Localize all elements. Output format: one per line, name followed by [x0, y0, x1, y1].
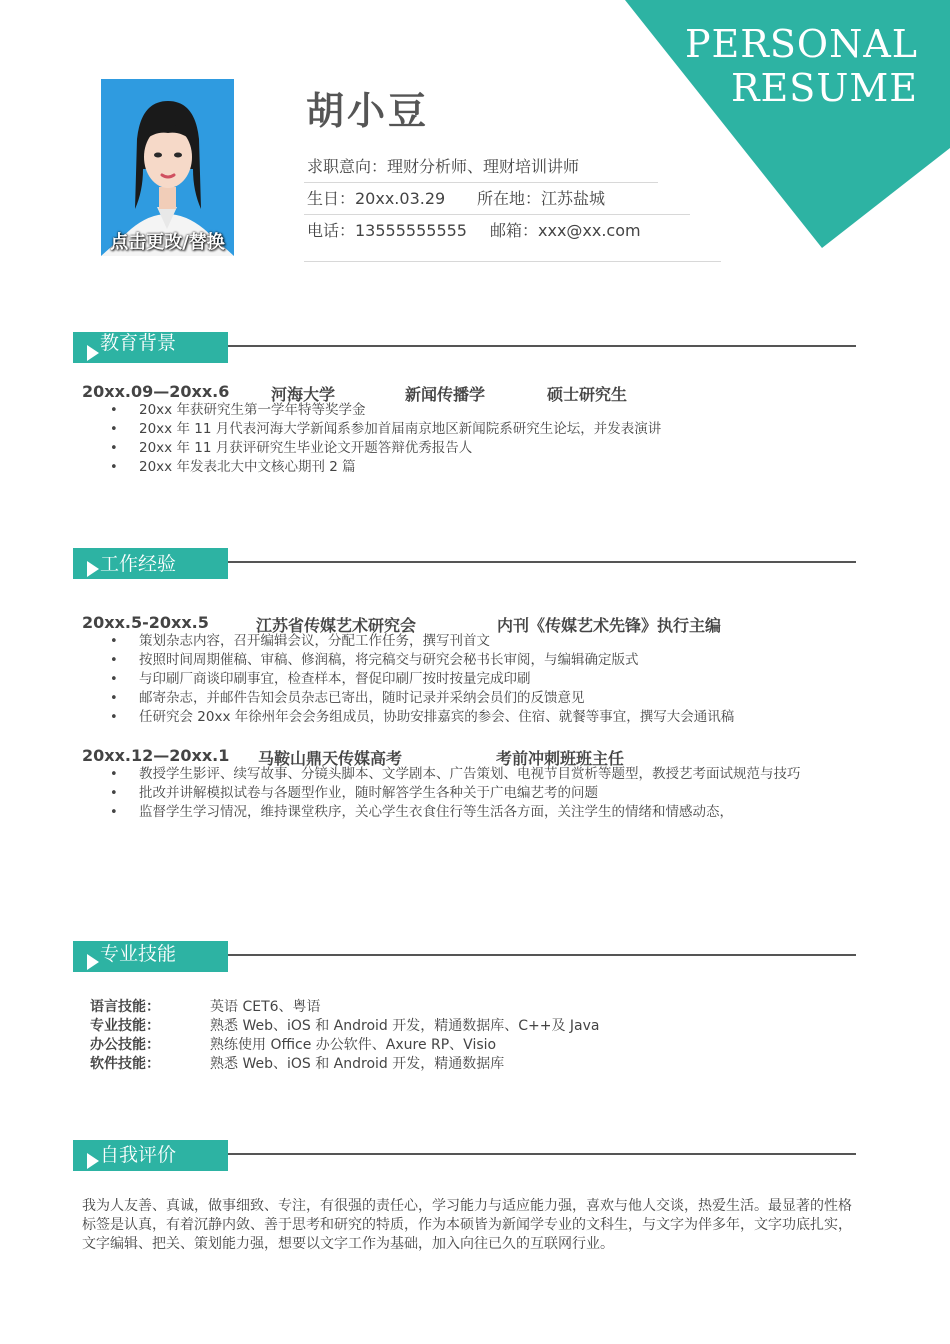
edu-major: 新闻传播学	[405, 385, 486, 404]
list-item	[0, 708, 734, 727]
location: 所在地：江苏盐城	[477, 189, 606, 208]
list-item	[0, 401, 661, 420]
work-org: 马鞍山鼎天传媒高考	[258, 749, 403, 768]
skill-value: 英语 CET6、粤语	[210, 999, 321, 1015]
list-item	[0, 420, 661, 439]
bullet-text: 批改并讲解模拟试卷与各题型作业，随时解答学生各种关于广电编艺考的问题	[139, 785, 598, 801]
bullet-text: 按照时间周期催稿、审稿、修润稿，将完稿交与研究会秘书长审阅，与编辑确定版式	[139, 652, 639, 668]
bullet-text: 20xx 年 11 月获评研究生毕业论文开题答辩优秀报告人	[139, 440, 473, 456]
skill-value: 熟悉 Web、iOS 和 Android 开发，精通数据库、C++及 Java	[210, 1018, 600, 1034]
bullet-dot: •	[110, 634, 118, 649]
work-org: 江苏省传媒艺术研究会	[256, 616, 417, 635]
bullet-dot: •	[110, 441, 118, 456]
banner-line-1: PERSONAL	[684, 22, 918, 66]
list-item	[0, 765, 801, 784]
skill-label: 专业技能：	[90, 1018, 160, 1034]
section-tab	[73, 548, 228, 579]
list-item	[0, 458, 661, 477]
profile-photo[interactable]	[101, 79, 234, 256]
section-tab	[73, 332, 228, 363]
bullet-text: 监督学生学习情况，维持课堂秩序，关心学生衣食住行等生活各方面，关注学生的情绪和情感动态，	[139, 804, 733, 820]
bullet-dot: •	[110, 767, 118, 782]
section-title: 工作经验	[100, 553, 177, 575]
bullet-dot: •	[110, 691, 118, 706]
section-tab	[73, 1140, 228, 1171]
bullet-text: 20xx 年发表北大中文核心期刊 2 篇	[139, 459, 356, 475]
work-bullet-list	[0, 632, 734, 727]
section-rule	[228, 954, 856, 956]
work-bullet-list	[0, 765, 801, 822]
section-title: 教育背景	[100, 332, 177, 354]
banner-title	[685, 22, 918, 110]
list-item	[0, 803, 801, 822]
skill-label: 办公技能：	[90, 1037, 160, 1053]
bullet-dot: •	[110, 805, 118, 820]
play-triangle-icon	[87, 345, 99, 361]
play-triangle-icon	[87, 954, 99, 970]
bullet-text: 20xx 年 11 月代表河海大学新闻系参加首届南京地区新闻院系研究生论坛，并发表演讲	[139, 421, 662, 437]
bullet-dot: •	[110, 422, 118, 437]
bullet-text: 教授学生影评、续写故事、分镜头脚本、文学剧本、广告策划、电视节目赏析等题型，教授艺考面试规范与技巧	[139, 766, 801, 782]
bullet-text: 与印刷厂商谈印刷事宜，检查样本，督促印刷厂按时按量完成印刷	[139, 671, 531, 687]
section-rule	[228, 345, 856, 347]
bullet-dot: •	[110, 653, 118, 668]
job-objective: 求职意向：理财分析师、理财培训讲师	[307, 157, 580, 176]
section-rule	[228, 561, 856, 563]
divider	[304, 182, 658, 183]
phone: 电话：13555555555	[307, 221, 467, 240]
section-header-skills	[73, 941, 856, 975]
list-item	[0, 784, 801, 803]
section-header-work	[73, 548, 856, 582]
divider	[304, 214, 690, 215]
email: 邮箱：xxx@xx.com	[490, 221, 641, 240]
play-triangle-icon	[87, 1153, 99, 1169]
work-role: 内刊《传媒艺术先锋》执行主编	[497, 616, 722, 635]
photo-replace-caption[interactable]: 点击更改/替换	[110, 232, 225, 253]
skill-value: 熟练使用 Office 办公软件、Axure RP、Visio	[210, 1037, 497, 1053]
skill-value: 熟悉 Web、iOS 和 Android 开发，精通数据库	[210, 1056, 505, 1072]
edu-degree: 硕士研究生	[547, 385, 628, 404]
self-evaluation-text: 我为人友善、真诚，做事细致、专注，有很强的责任心，学习能力与适应能力强，喜欢与他人交谈，热爱生活。最显著的性格标签是认真，有着沉静内敛、善于思考和研究的特质，作为本硕皆为新闻学专业的文科生，与文字为伴多年，文字功底扎实，文字编辑、把关、策划能力强，想要以文字工作为基础，加入向往已久的互联网行业。	[82, 1198, 852, 1252]
bullet-text: 任研究会 20xx 年徐州年会会务组成员，协助安排嘉宾的参会、住宿、就餐等事宜，撰写大会通讯稿	[139, 709, 735, 725]
skill-label: 语言技能：	[90, 999, 160, 1015]
bullet-dot: •	[110, 710, 118, 725]
divider	[304, 261, 721, 262]
skill-label: 软件技能：	[90, 1056, 160, 1072]
edu-school: 河海大学	[271, 385, 336, 404]
bullet-dot: •	[110, 403, 118, 418]
section-rule	[228, 1153, 856, 1155]
banner-line-2: RESUME	[730, 66, 918, 110]
section-tab	[73, 941, 228, 972]
edu-period: 20xx.09—20xx.6	[82, 382, 230, 401]
play-triangle-icon	[87, 561, 99, 577]
bullet-text: 策划杂志内容，召开编辑会议，分配工作任务，撰写刊首文	[139, 633, 490, 649]
bullet-dot: •	[110, 786, 118, 801]
work-period: 20xx.5-20xx.5	[82, 613, 209, 632]
list-item	[0, 651, 734, 670]
bullet-dot: •	[110, 672, 118, 687]
bullet-text: 20xx 年获研究生第一学年特等奖学金	[139, 402, 366, 418]
candidate-name: 胡小豆	[306, 89, 430, 133]
birth-date: 生日：20xx.03.29	[307, 189, 446, 208]
bullet-text: 邮寄杂志，并邮件告知会员杂志已寄出，随时记录并采纳会员们的反馈意见	[139, 690, 585, 706]
section-title: 专业技能	[100, 943, 177, 965]
bullet-dot: •	[110, 460, 118, 475]
section-header-self-eval	[73, 1140, 856, 1174]
section-title: 自我评价	[100, 1144, 177, 1166]
list-item	[0, 670, 734, 689]
list-item	[0, 689, 734, 708]
list-item	[0, 439, 661, 458]
work-role: 考前冲刺班班主任	[496, 749, 625, 768]
work-period: 20xx.12—20xx.1	[82, 746, 230, 765]
list-item	[0, 632, 734, 651]
edu-bullet-list	[0, 401, 661, 477]
section-header-education	[73, 332, 856, 366]
